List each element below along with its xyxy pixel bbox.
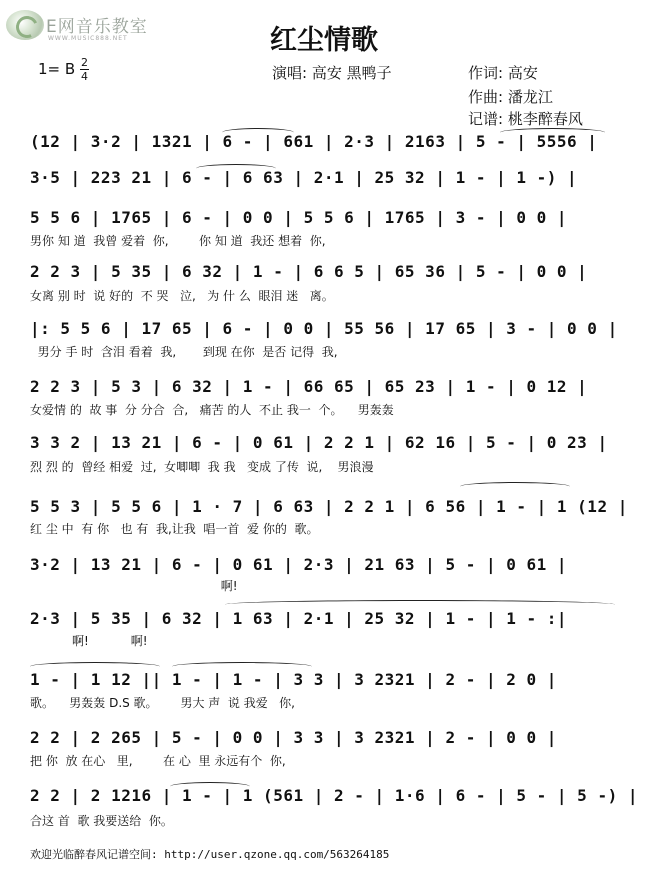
score-row-8-notes: 5 5 3 | 5 5 6 | 1 · 7 | 6 63 | 2 2 1 | 6 56 | 1 - | 1 (12 | [30,497,628,516]
score-row-8-lyrics: 红 尘 中 有 你 也 有 我,让我 唱一首 爱 你的 歌。 [30,522,319,536]
score-row-4-notes: 2 2 3 | 5 35 | 6 32 | 1 - | 6 6 5 | 65 36 | 5 - | 0 0 | [30,262,588,281]
score-row-12-lyrics: 把 你 放 在心 里, 在 心 里 永远有个 你, [30,754,286,768]
composer-credit: 作曲: 潘龙江 [468,88,553,106]
score-row-9-notes: 3·2 | 13 21 | 6 - | 0 61 | 2·3 | 21 63 | 5 - | 0 61 | [30,555,568,574]
score-row-3-notes: 5 5 6 | 1765 | 6 - | 0 0 | 5 5 6 | 1765 | 3 - | 0 0 | [30,208,568,227]
score-row-5-notes: |: 5 5 6 | 17 65 | 6 - | 0 0 | 55 56 | 17 65 | 3 - | 0 0 | [30,319,618,338]
score-row-4-lyrics: 女离 别 时 说 好的 不 哭 泣, 为 什 么 眼泪 迷 离。 [30,289,334,303]
score-row-7-notes: 3 3 2 | 13 21 | 6 - | 0 61 | 2 2 1 | 62 16 | 5 - | 0 23 | [30,433,608,452]
score-row-11-lyrics: 歌。 男轰轰 D.S 歌。 男大 声 说 我爱 你, [30,696,295,710]
slur-mark [500,128,605,137]
score-row-11-notes: 1 - | 1 12 || 1 - | 1 - | 3 3 | 3 2321 | 2 - | 2 0 | [30,670,557,689]
score-row-5-lyrics: 男分 手 时 含泪 看着 我, 到现 在你 是否 记得 我, [30,345,338,359]
transcriber-credit: 记谱: 桃李醉春风 [468,110,583,128]
score-row-3-lyrics: 男你 知 道 我曾 爱着 你, 你 知 道 我还 想着 你, [30,234,326,248]
logo-url: WWW.MUSIC888.NET [48,35,128,42]
score-row-2-notes: 3·5 | 223 21 | 6 - | 6 63 | 2·1 | 25 32 | 1 - | 1 -) | [30,168,578,187]
footer-note: 欢迎光临醉春风记谱空间: http://user.qzone.qq.com/563264185 [30,848,390,861]
score-row-10-notes: 2·3 | 5 35 | 6 32 | 1 63 | 2·1 | 25 32 | 1 - | 1 - :| [30,609,568,628]
slur-mark [222,128,294,137]
slur-mark [170,782,250,791]
time-signature-bottom: 4 [81,70,88,83]
score-row-13-notes: 2 2 | 2 1216 | 1 - | 1 (561 | 2 - | 1·6 | 6 - | 5 - | 5 -) | [30,786,638,805]
score-row-13-lyrics: 合这 首 歌 我要送给 你。 [30,814,173,828]
score-row-12-notes: 2 2 | 2 265 | 5 - | 0 0 | 3 3 | 3 2321 | 2 - | 0 0 | [30,728,557,747]
score-row-9-lyrics: 啊! [30,579,238,593]
key-signature: 1= B [38,60,76,78]
volta-bracket [460,482,570,491]
volta-bracket [30,662,160,671]
score-row-1-notes: (12 | 3·2 | 1321 | 6 - | 661 | 2·3 | 2163 | 5 - | 5556 | [30,132,598,151]
song-title: 红尘情歌 [270,25,378,56]
time-signature [80,57,89,82]
volta-bracket [172,662,312,671]
score-row-6-lyrics: 女爱情 的 故 事 分 分合 合, 痛苦 的人 不止 我一 个。 男轰轰 [30,403,394,417]
slur-mark [225,600,615,609]
time-signature-top: 2 [81,56,88,69]
slur-mark [196,164,276,173]
score-row-7-lyrics: 烈 烈 的 曾经 相爱 过, 女唧唧 我 我 变成 了传 说, 男浪漫 [30,460,374,474]
singers-credit: 演唱: 高安 黑鸭子 [272,64,392,82]
score-row-10-lyrics: 啊! 啊! [30,634,148,648]
score-row-6-notes: 2 2 3 | 5 3 | 6 32 | 1 - | 66 65 | 65 23 | 1 - | 0 12 | [30,377,588,396]
logo-title: E网音乐教室 [46,17,148,37]
lyricist-credit: 作词: 高安 [468,64,538,82]
